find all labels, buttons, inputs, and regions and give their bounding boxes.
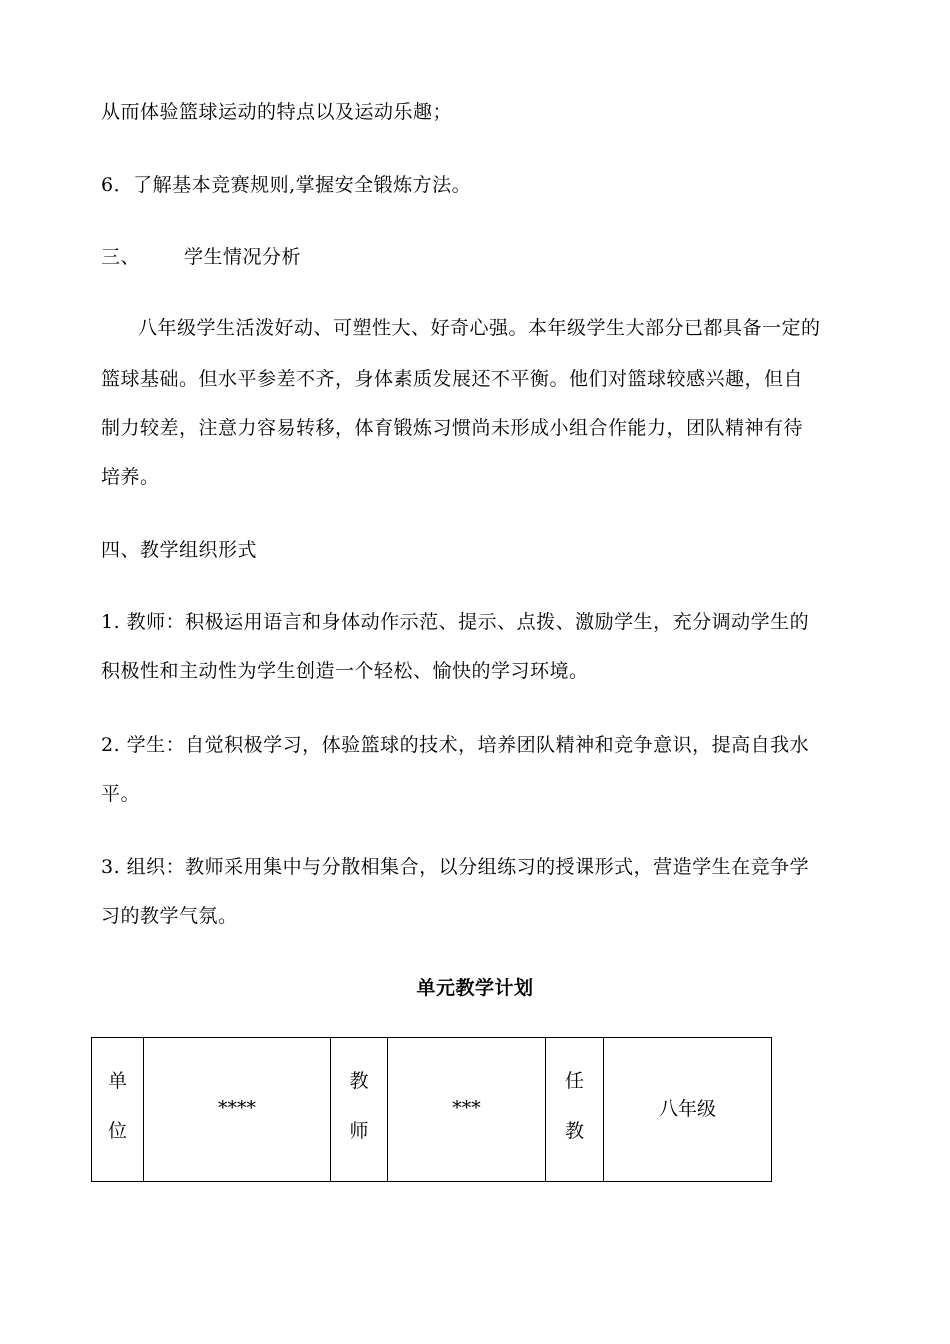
teacher-value: *** [452,1096,481,1119]
teacher-value-cell [388,1038,546,1182]
teacher-label-char: 教 [349,1069,369,1092]
organization-item-3-cont: 习的教学气氛。 [101,905,238,927]
text-line: 从而体验篮球运动的特点以及运动乐趣； [101,101,453,123]
unit-value-cell [144,1038,331,1182]
organization-item-2-cont: 平。 [101,783,141,805]
analysis-line: 八年级学生活泼好动、可塑性大、好奇心强。本年级学生大部分已都具备一定的 [138,317,821,339]
unit-value: **** [218,1096,256,1119]
organization-item-3: 3. 组织：教师采用集中与分散相集合，以分组练习的授课形式，营造学生在竞争学 [101,856,810,878]
analysis-line: 篮球基础。但水平参差不齐，身体素质发展还不平衡。他们对篮球较感兴趣，但自 [101,368,804,390]
grade-value-cell [604,1038,772,1182]
section-heading-3 [101,245,301,269]
unit-label-char: 单 [107,1069,127,1092]
analysis-line: 制力较差，注意力容易转移，体育锻炼习惯尚未形成小组合作能力，团队精神有待 [101,417,804,439]
objective-item-6: 6．了解基本竞赛规则,掌握安全锻炼方法。 [101,174,472,196]
organization-item-2: 2. 学生：自觉积极学习，体验篮球的技术，培养团队精神和竞争意识，提高自我水 [101,734,810,756]
teacher-label-cell [331,1038,388,1182]
grade-label-cell [546,1038,604,1182]
unit-plan-table [91,1037,772,1182]
table-row [92,1038,772,1182]
unit-label-cell [92,1038,144,1182]
teacher-label-char: 师 [349,1119,369,1142]
section-number: 三、 [101,246,141,268]
organization-item-1-cont: 积极性和主动性为学生创造一个轻松、愉快的学习环境。 [101,660,589,682]
organization-item-1: 1. 教师：积极运用语言和身体动作示范、提示、点拨、激励学生，充分调动学生的 [101,611,810,633]
section-title: 学生情况分析 [184,246,302,268]
analysis-line: 培养。 [101,466,160,488]
section-heading-4: 四、教学组织形式 [101,539,258,561]
unit-label-char: 位 [107,1119,127,1142]
plan-title: 单元教学计划 [416,977,534,999]
grade-label-char: 教 [564,1119,584,1142]
grade-value: 八年级 [658,1098,716,1120]
grade-label-char: 任 [564,1069,584,1092]
